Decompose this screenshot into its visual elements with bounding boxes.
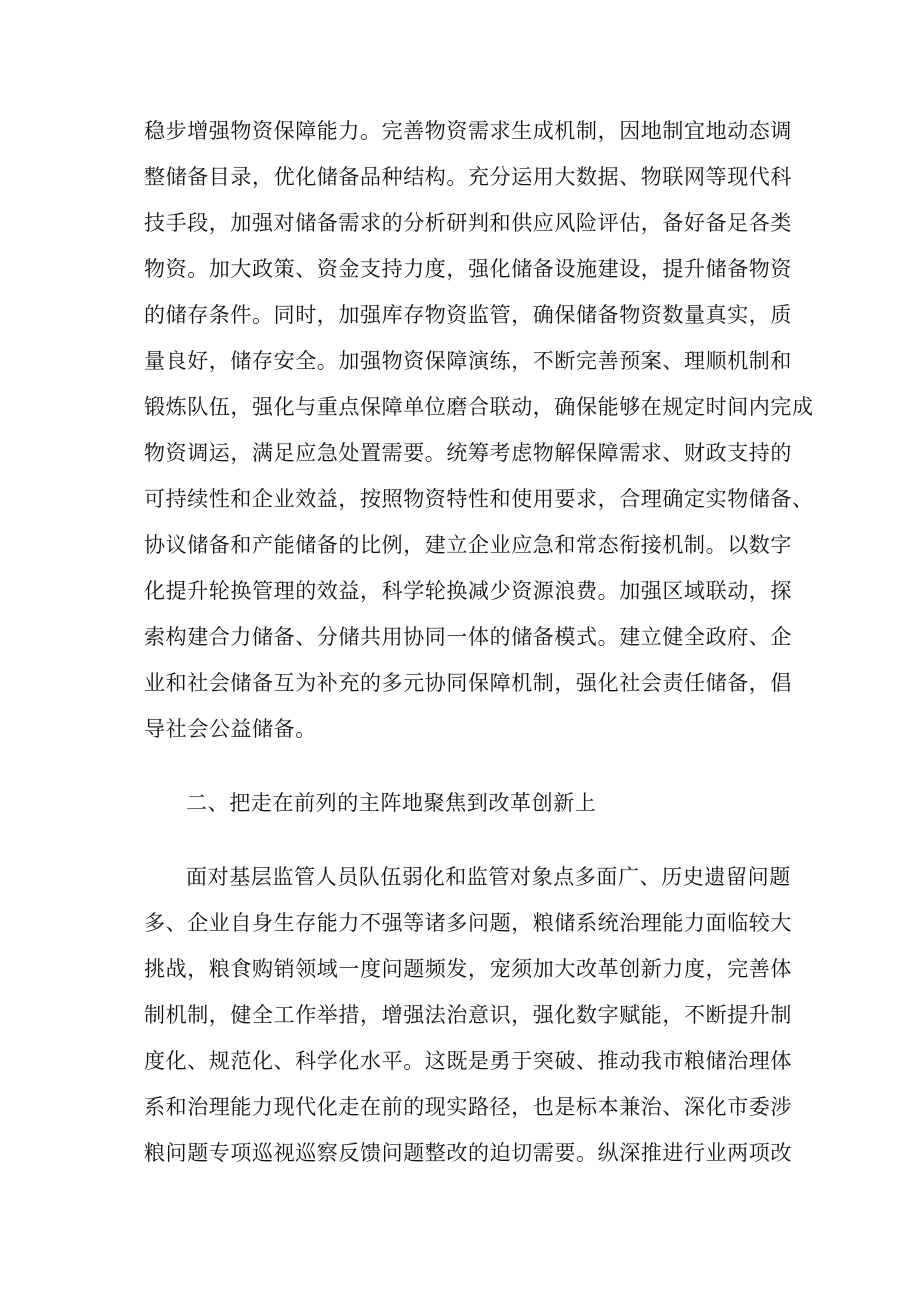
text-line: 挑战，粮食购销领域一度问题频发，宠须加大改革创新力度，完善体 bbox=[144, 957, 792, 981]
text-line: 整储备目录，优化储备品种结构。充分运用大数据、物联网等现代科 bbox=[144, 165, 792, 189]
paragraph-1 bbox=[144, 108, 814, 752]
text-line: 化提升轮换管理的效益，科学轮换减少资源浪费。加强区域联动，探 bbox=[144, 579, 792, 603]
document-page bbox=[144, 108, 814, 1176]
text-line: 物资。加大政策、资金支持力度，强化储备设施建设，提升储备物资 bbox=[144, 257, 792, 281]
paragraph-2 bbox=[144, 854, 794, 1176]
text-line: 物资调运，满足应急处置需要。统筹考虑物解保障需求、财政支持的 bbox=[144, 441, 792, 465]
text-line: 可持续性和企业效益，按照物资特性和使用要求，合理确定实物储备、 bbox=[144, 487, 814, 511]
text-line: 技手段，加强对储备需求的分析研判和供应风险评估，备好备足各类 bbox=[144, 211, 792, 235]
text-line: 索构建合力储备、分储共用协同一体的储备模式。建立健全政府、企 bbox=[144, 625, 792, 649]
text-line: 稳步增强物资保障能力。完善物资需求生成机制，因地制宜地动态调 bbox=[144, 119, 792, 143]
paragraph-gap bbox=[144, 826, 794, 854]
text-line: 面对基层监管人员队伍弱化和监管对象点多面广、历史遗留问题 bbox=[186, 865, 791, 889]
text-line: 协议储备和产能储备的比例，建立企业应急和常态衔接机制。以数字 bbox=[144, 533, 792, 557]
text-line: 导社会公益储备。 bbox=[144, 717, 317, 741]
text-line: 的储存条件。同时，加强库存物资监管，确保储备物资数量真实，质 bbox=[144, 303, 792, 327]
text-line: 制机制，健全工作举措，增强法治意识，强化数字赋能，不断提升制 bbox=[144, 1003, 792, 1027]
text-line: 粮问题专项巡视巡察反馈问题整改的迫切需要。纵深推进行业两项改 bbox=[144, 1141, 792, 1165]
section-heading: 二、把走在前列的主阵地聚焦到改革创新上 bbox=[186, 791, 597, 815]
text-line: 业和社会储备互为补充的多元协同保障机制，强化社会责任储备，倡 bbox=[144, 671, 792, 695]
text-line: 锻炼队伍，强化与重点保障单位磨合联动，确保能够在规定时间内完成 bbox=[144, 395, 814, 419]
text-line: 度化、规范化、科学化水平。这既是勇于突破、推动我市粮储治理体 bbox=[144, 1049, 792, 1073]
paragraph-gap bbox=[144, 752, 794, 780]
text-line: 系和治理能力现代化走在前的现实路径，也是标本兼治、深化市委涉 bbox=[144, 1095, 792, 1119]
text-line: 量良好，储存安全。加强物资保障演练，不断完善预案、理顺机制和 bbox=[144, 349, 792, 373]
text-line: 多、企业自身生存能力不强等诸多问题，粮储系统治理能力面临较大 bbox=[144, 911, 792, 935]
